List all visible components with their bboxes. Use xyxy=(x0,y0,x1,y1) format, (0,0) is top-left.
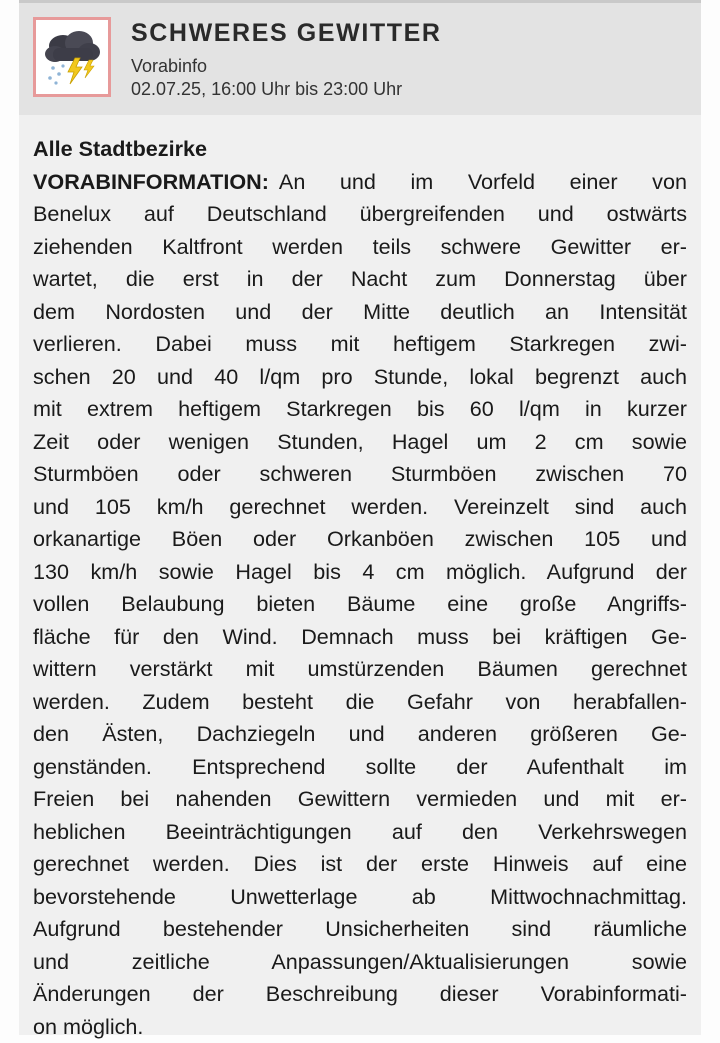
text-line: Sturmböen oder schweren Sturmböen zwischen 70 xyxy=(33,458,687,491)
text-line-first-rest: An und im Vorfeld einer von xyxy=(279,166,687,199)
warning-header xyxy=(19,3,701,115)
text-line: genständen. Entsprechend sollte der Aufenthalt im xyxy=(33,751,687,784)
text-line: Freien bei nahenden Gewittern vermieden und mit er- xyxy=(33,783,687,816)
vorabinformation-label: VORABINFORMATION: xyxy=(33,166,269,199)
text-line: wittern verstärkt mit umstürzenden Bäumen gerechnet xyxy=(33,653,687,686)
thunderstorm-icon xyxy=(33,17,111,97)
text-line: vollen Belaubung bieten Bäume eine große Angriffs- xyxy=(33,588,687,621)
text-line: fläche für den Wind. Demnach muss bei kräftigen Ge- xyxy=(33,621,687,654)
text-line: und zeitliche Anpassungen/Aktualisierungen sowie xyxy=(33,946,687,979)
region-heading: Alle Stadtbezirke xyxy=(33,133,687,166)
warning-body xyxy=(33,133,687,1043)
warning-type: Vorabinfo xyxy=(131,56,207,77)
text-line: ziehenden Kaltfront werden teils schwere Gewitter er- xyxy=(33,231,687,264)
text-line: und 105 km/h gerechnet werden. Vereinzelt sind auch xyxy=(33,491,687,524)
text-line: bevorstehende Unwetterlage ab Mittwochnachmittag. xyxy=(33,881,687,914)
text-line-first xyxy=(33,166,687,199)
text-line: schen 20 und 40 l/qm pro Stunde, lokal begrenzt auch xyxy=(33,361,687,394)
text-line: dem Nordosten und der Mitte deutlich an Intensität xyxy=(33,296,687,329)
text-line: Aufgrund bestehender Unsicherheiten sind räumliche xyxy=(33,913,687,946)
warning-time-range: 02.07.25, 16:00 Uhr bis 23:00 Uhr xyxy=(131,79,402,100)
text-line: Benelux auf Deutschland übergreifenden und ostwärts xyxy=(33,198,687,231)
text-line: 130 km/h sowie Hagel bis 4 cm möglich. Aufgrund der xyxy=(33,556,687,589)
text-lines xyxy=(33,198,687,1011)
text-line: verlieren. Dabei muss mit heftigem Starkregen zwi- xyxy=(33,328,687,361)
text-line: Änderungen der Beschreibung dieser Vorabinformati- xyxy=(33,978,687,1011)
warning-card xyxy=(19,0,701,1035)
text-line: gerechnet werden. Dies ist der erste Hinweis auf eine xyxy=(33,848,687,881)
text-line-last: on möglich. xyxy=(33,1011,687,1043)
text-line: Zeit oder wenigen Stunden, Hagel um 2 cm sowie xyxy=(33,426,687,459)
text-line: mit extrem heftigem Starkregen bis 60 l/qm in kurzer xyxy=(33,393,687,426)
text-line: heblichen Beeinträchtigungen auf den Verkehrswegen xyxy=(33,816,687,849)
warning-title: SCHWERES GEWITTER xyxy=(131,19,442,48)
text-line: wartet, die erst in der Nacht zum Donnerstag über xyxy=(33,263,687,296)
text-line: werden. Zudem besteht die Gefahr von herabfallen- xyxy=(33,686,687,719)
text-line: den Ästen, Dachziegeln und anderen größeren Ge- xyxy=(33,718,687,751)
text-line: orkanartige Böen oder Orkanböen zwischen 105 und xyxy=(33,523,687,556)
